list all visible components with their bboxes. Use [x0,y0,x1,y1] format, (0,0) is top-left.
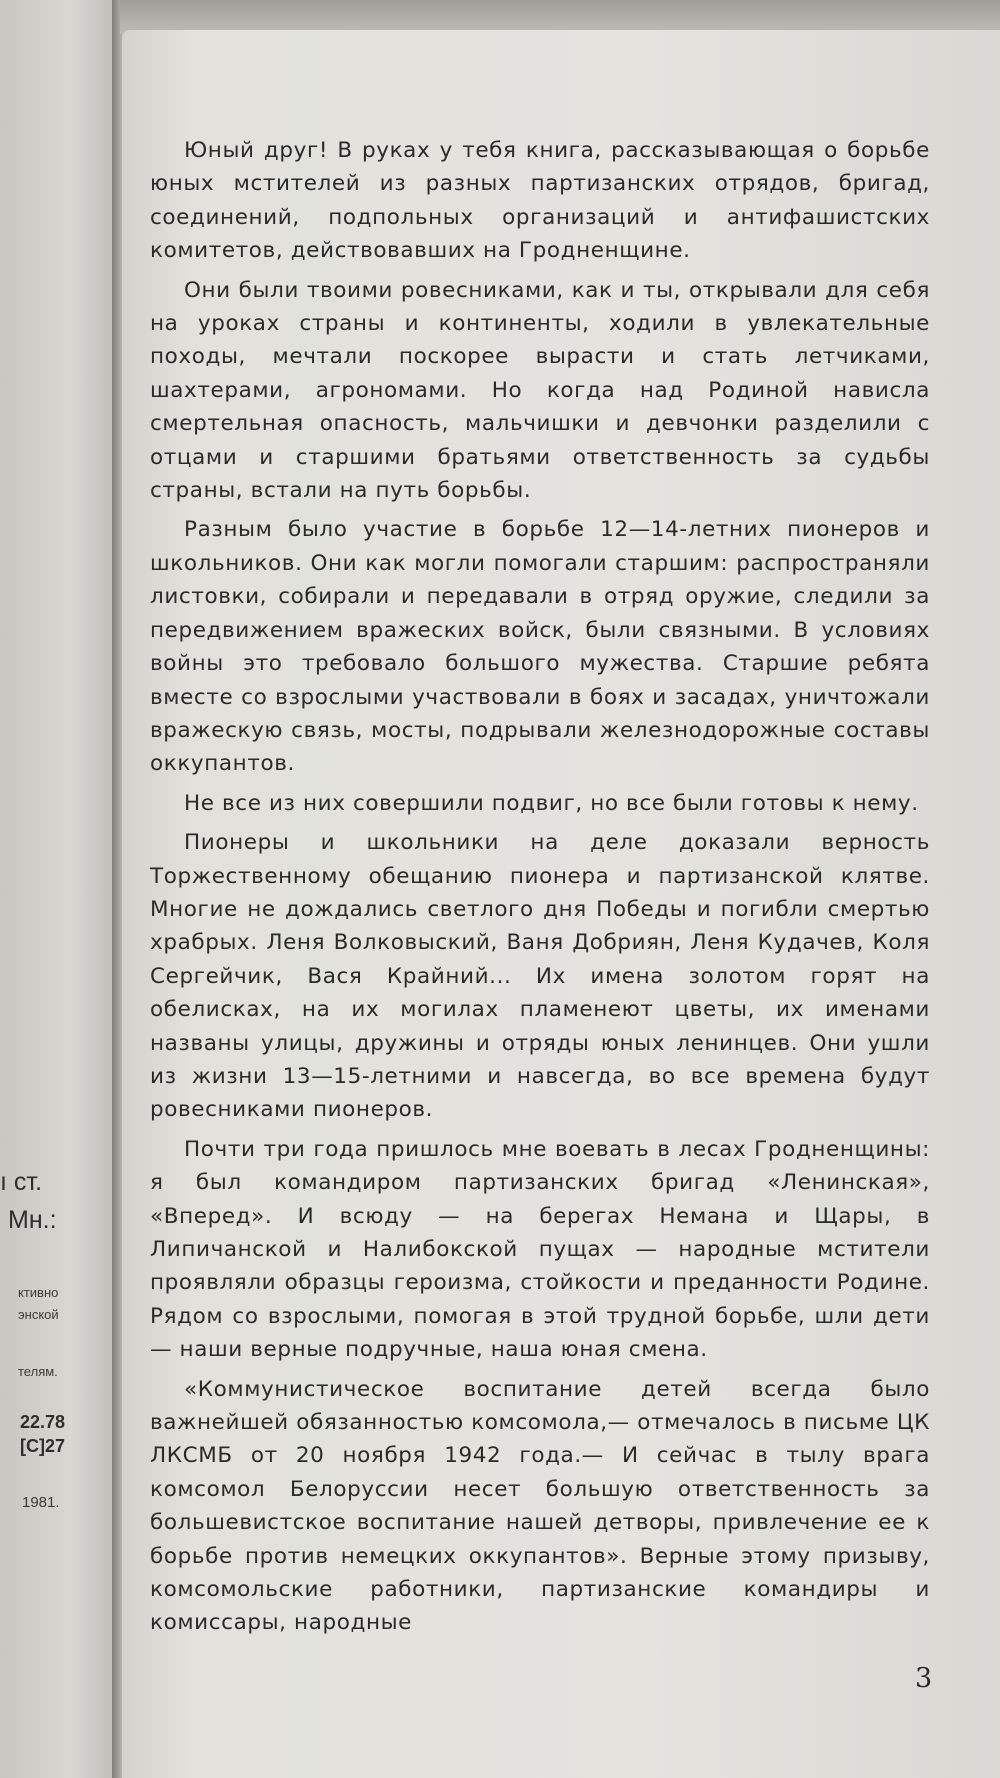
paragraph: Почти три года пришлось мне воевать в лесах Гродненщины: я был командиром партизанских бригад «Ленинская», «Вперед». И всюду — на берегах Немана и Щары, в Липичанской и Налибокской пущах — народные мстители проявляли образцы героизма, стойкости и преданности Родине. Рядом со взрослыми, помогая в этой трудной борьбе, шли дети — наши верные подручные, наша юная смена. [150,1136,930,1363]
left-page-edge [0,0,120,1778]
paragraph: Они были твоими ровесниками, как и ты, открывали для себя на уроках страны и континенты, ходили в увлекательные походы, мечтали поскорее вырасти и стать летчиками, шахтерами, агрономами. Но когда над Родиной нависла смертельная опасность, мальчишки и девчонки разделили с отцами и старшими братьями ответственность за судьбы страны, встали на путь борьбы. [150,277,930,504]
left-page-fragment: ктивно [18,1285,59,1300]
paragraph: Пионеры и школьники на деле доказали верность Торжественному обещанию пионера и партизанской клятве. Многие не дождались светлого дня Победы и погибли смертью храбрых. Леня Волковыский, Ваня Добриян, Леня Кудачев, Коля Сергейчик, Вася Крайний... Их имена золотом горят на обелисках, на их могилах пламенеют цветы, их именами названы улицы, дружины и отряды юных ленинцев. Они ушли из жизни 13—15-летними и навсегда, во все времена будут ровесниками пионеров. [150,830,930,1123]
left-page-fragment: ı ст. [0,1168,43,1196]
left-page-fragment: телям. [18,1364,58,1379]
paragraph: Разным было участие в борьбе 12—14-летних пионеров и школьников. Они как могли помогали старшим: распространяли листовки, собирали и передавали в отряд оружие, следили за передвижением вражеских войск, были связными. В условиях войны это требовало большого мужества. Старшие ребята вместе со взрослыми участвовали в боях и засадах, уничтожали вражескую связь, мосты, подрывали железнодорожные составы оккупантов. [150,517,930,777]
left-page-fragment: 22.78 [20,1412,66,1432]
left-page-fragment: Мн.: [8,1206,57,1234]
paragraph: Не все из них совершили подвиг, но все были готовы к нему. [184,790,919,816]
left-page-fragment: 1981. [22,1494,60,1511]
left-page-fragment: энской [18,1307,59,1322]
left-page-fragment: [С]27 [20,1436,66,1456]
paragraph: Юный друг! В руках у тебя книга, рассказывающая о борьбе юных мстителей из разных партизанских отрядов, бригад, соединений, подпольных организаций и антифашистских комитетов, действовавших на Гродненщине. [150,138,930,264]
page-number: 3 [915,1663,933,1694]
paragraph: «Коммунистическое воспитание детей всегда было важнейшей обязанностью комсомола,— отмечалось в письме ЦК ЛКСМБ от 20 ноября 1942 года.— И сейчас в тылу врага комсомол Белоруссии несет большую ответственность за большевистское воспитание нашей детворы, привлечение ее к борьбе против немецких оккупантов». Верные этому призыву, комсомольские работники, партизанские командиры и комиссары, народные [150,1376,930,1636]
page-text [150,134,930,1646]
background-strip [120,0,1000,34]
